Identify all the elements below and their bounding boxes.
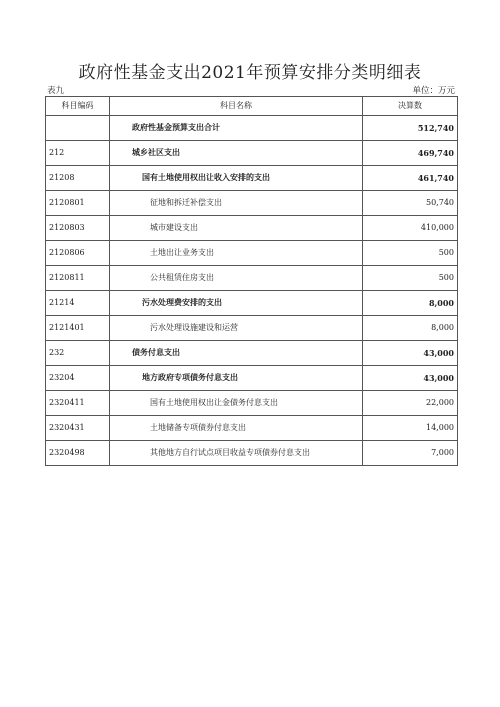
row-value: 8,000 [363, 315, 458, 340]
row-code: 2120811 [46, 265, 110, 290]
row-value: 7,000 [363, 440, 458, 465]
row-name: 城市建设支出 [110, 215, 363, 240]
table-row [46, 315, 458, 340]
unit-label: 单位：万元 [412, 86, 455, 96]
table-number: 表九 [47, 86, 65, 96]
budget-table [45, 96, 458, 466]
row-name: 征地和拆迁补偿支出 [110, 190, 363, 215]
row-code: 21208 [46, 165, 110, 190]
table-row [46, 265, 458, 290]
row-name: 其他地方自行试点项目收益专项债券付息支出 [110, 440, 363, 465]
header-code: 科目编码 [46, 97, 110, 116]
header-name: 科目名称 [110, 97, 363, 116]
row-value: 50,740 [363, 190, 458, 215]
row-name: 污水处理费安排的支出 [110, 290, 363, 315]
table-row [46, 240, 458, 265]
row-name: 政府性基金预算支出合计 [110, 115, 363, 140]
row-name: 国有土地使用权出让收入安排的支出 [110, 165, 363, 190]
row-value: 469,740 [363, 140, 458, 165]
row-code: 2120803 [46, 215, 110, 240]
row-value: 14,000 [363, 415, 458, 440]
row-name: 土地储备专项债券付息支出 [110, 415, 363, 440]
table-row [46, 165, 458, 190]
row-value: 512,740 [363, 115, 458, 140]
row-name: 污水处理设施建设和运营 [110, 315, 363, 340]
page-title: 政府性基金支出2021年预算安排分类明细表 [78, 63, 422, 83]
table-row [46, 440, 458, 465]
row-name: 国有土地使用权出让金债务付息支出 [110, 390, 363, 415]
table-row [46, 140, 458, 165]
row-value: 22,000 [363, 390, 458, 415]
row-value: 43,000 [363, 365, 458, 390]
row-value: 410,000 [363, 215, 458, 240]
row-code: 212 [46, 140, 110, 165]
row-name: 城乡社区支出 [110, 140, 363, 165]
table-row [46, 190, 458, 215]
row-code: 2320498 [46, 440, 110, 465]
row-name: 地方政府专项债务付息支出 [110, 365, 363, 390]
row-code [46, 115, 110, 140]
row-name: 债务付息支出 [110, 340, 363, 365]
header-value: 决算数 [363, 97, 458, 116]
row-code: 2121401 [46, 315, 110, 340]
table-row [46, 215, 458, 240]
table-row [46, 290, 458, 315]
row-value: 43,000 [363, 340, 458, 365]
table-row [46, 415, 458, 440]
table-row [46, 115, 458, 140]
row-name: 公共租赁住房支出 [110, 265, 363, 290]
table-row [46, 390, 458, 415]
table-header-row [46, 97, 458, 116]
row-code: 2120806 [46, 240, 110, 265]
row-code: 232 [46, 340, 110, 365]
row-value: 461,740 [363, 165, 458, 190]
row-code: 2320411 [46, 390, 110, 415]
row-value: 500 [363, 265, 458, 290]
table-body [46, 115, 458, 465]
row-value: 8,000 [363, 290, 458, 315]
row-code: 2320431 [46, 415, 110, 440]
row-code: 2120801 [46, 190, 110, 215]
table-row [46, 365, 458, 390]
table-row [46, 340, 458, 365]
row-name: 土地出让业务支出 [110, 240, 363, 265]
row-value: 500 [363, 240, 458, 265]
row-code: 21214 [46, 290, 110, 315]
row-code: 23204 [46, 365, 110, 390]
